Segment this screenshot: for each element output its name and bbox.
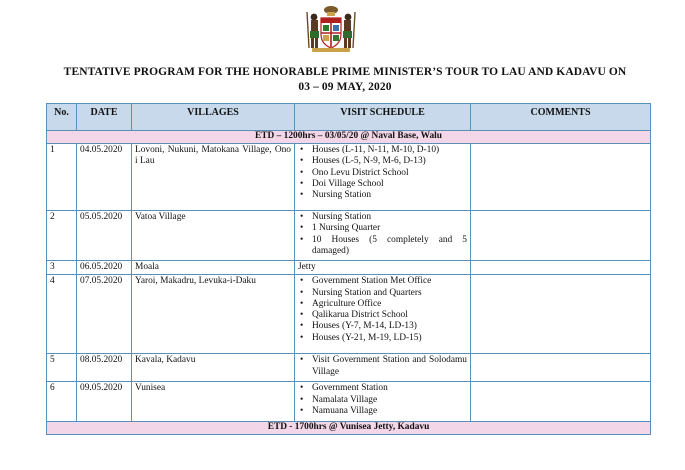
header-villages: VILLAGES	[132, 104, 295, 131]
row-no: 4	[47, 275, 77, 354]
row-villages: Vunisea	[132, 382, 295, 422]
tour-program-table	[46, 103, 651, 435]
row-no: 2	[47, 211, 77, 261]
table-row	[47, 354, 651, 382]
row-no: 3	[47, 261, 77, 275]
row-villages: Lovoni, Nukuni, Matokana Village, Ono i Lau	[132, 144, 295, 211]
schedule-item: • 10 Houses (5 completely and 5 damaged)	[298, 235, 467, 258]
table-row	[47, 211, 651, 261]
row-comments	[471, 144, 651, 211]
schedule-item: • Visit Government Station and Solodamu Village	[298, 355, 467, 378]
table-row	[47, 261, 651, 275]
row-comments	[471, 261, 651, 275]
row-date: 09.05.2020	[77, 382, 132, 422]
row-no: 1	[47, 144, 77, 211]
header-no: No.	[47, 104, 77, 131]
row-date: 06.05.2020	[77, 261, 132, 275]
row-date: 05.05.2020	[77, 211, 132, 261]
row-villages: Kavala, Kadavu	[132, 354, 295, 382]
departure-band-top-text: ETD – 1200hrs – 03/05/20 @ Naval Base, Walu	[47, 131, 651, 144]
schedule-item: • Nursing Station	[298, 212, 467, 223]
table-row	[47, 382, 651, 422]
row-no: 6	[47, 382, 77, 422]
schedule-item: • Houses (Y-21, M-19, LD-15)	[298, 333, 467, 344]
schedule-item: • Nursing Station and Quarters	[298, 288, 467, 299]
document-title: TENTATIVE PROGRAM FOR THE HONORABLE PRIME MINISTER’S TOUR TO LAU AND KADAVU ON	[63, 66, 627, 78]
row-schedule: Jetty	[295, 261, 471, 275]
row-comments	[471, 211, 651, 261]
row-schedule	[295, 354, 471, 382]
schedule-item: • Doi Village School	[298, 179, 467, 190]
table-header-row	[47, 104, 651, 131]
schedule-item: • Ono Levu District School	[298, 168, 467, 179]
header-visit-schedule: VISIT SCHEDULE	[295, 104, 471, 131]
row-schedule	[295, 382, 471, 422]
departure-band-bottom	[47, 422, 651, 435]
row-no: 5	[47, 354, 77, 382]
schedule-item: • Houses (L-11, N-11, M-10, D-10)	[298, 145, 467, 156]
row-date: 04.05.2020	[77, 144, 132, 211]
table-row	[47, 275, 651, 354]
schedule-item: • Namalata Village	[298, 395, 467, 406]
departure-band-top	[47, 131, 651, 144]
row-date: 08.05.2020	[77, 354, 132, 382]
schedule-item: • Houses (L-5, N-9, M-6, D-13)	[298, 156, 467, 167]
schedule-item: • Agriculture Office	[298, 299, 467, 310]
document-subtitle-dates: 03 – 09 MAY, 2020	[298, 81, 392, 93]
row-schedule	[295, 144, 471, 211]
row-villages: Yaroi, Makadru, Levuka-i-Daku	[132, 275, 295, 354]
row-comments	[471, 382, 651, 422]
table-row	[47, 144, 651, 211]
row-comments	[471, 275, 651, 354]
schedule-item: • 1 Nursing Quarter	[298, 223, 467, 234]
row-comments	[471, 354, 651, 382]
header-comments: COMMENTS	[471, 104, 651, 131]
schedule-item: • Nursing Station	[298, 190, 467, 201]
schedule-item: • Qalikarua District School	[298, 310, 467, 321]
header-date: DATE	[77, 104, 132, 131]
schedule-item: • Houses (Y-7, M-14, LD-13)	[298, 321, 467, 332]
departure-band-bottom-text: ETD - 1700hrs @ Vunisea Jetty, Kadavu	[47, 422, 651, 435]
row-villages: Vatoa Village	[132, 211, 295, 261]
row-villages: Moala	[132, 261, 295, 275]
row-schedule	[295, 275, 471, 354]
schedule-item: • Government Station Met Office	[298, 276, 467, 287]
coat-of-arms-icon	[302, 4, 360, 54]
schedule-item: • Government Station	[298, 383, 467, 394]
row-date: 07.05.2020	[77, 275, 132, 354]
row-schedule	[295, 211, 471, 261]
schedule-item: • Namuana Village	[298, 406, 467, 417]
